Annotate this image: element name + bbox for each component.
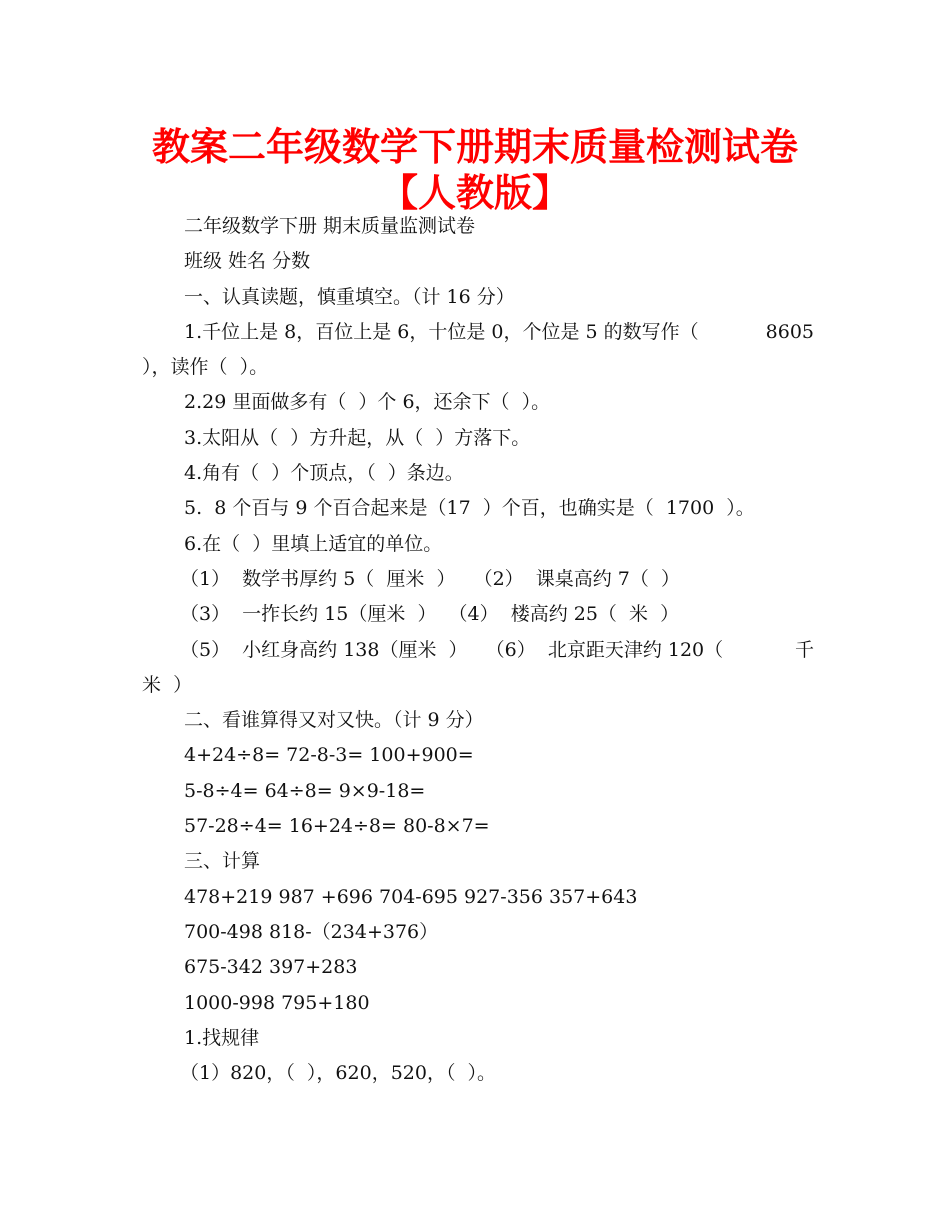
- document-title-line1: 教案二年级数学下册期末质量检测试卷: [151, 125, 798, 169]
- document-body: [142, 209, 814, 1091]
- question-6-row3: [142, 633, 814, 668]
- section2-heading: 二、看谁算得又对又快。（计 9 分）: [184, 709, 484, 732]
- section3-row4: 1000-998 795+180: [184, 991, 370, 1014]
- question-6-row3-cont: 米 ）: [142, 673, 193, 696]
- question-6-row2: （3） 一拃长约 15（厘米 ） （4） 楼高约 25（ 米 ）: [180, 603, 680, 626]
- question-4: 4.角有（ ）个顶点，（ ）条边。: [184, 462, 464, 485]
- section1-heading: 一、认真读题，慎重填空。（计 16 分）: [184, 285, 515, 308]
- section3-heading: 三、计算: [184, 850, 261, 873]
- question-6-row3-text: （5） 小红身高约 138（厘米 ） （6） 北京距天津约 120（: [180, 638, 724, 661]
- question-2: 2.29 里面做多有（ ）个 6，还余下（ ）。: [184, 391, 551, 414]
- question-6-row1: （1） 数学书厚约 5（ 厘米 ） （2） 课桌高约 7（ ）: [180, 567, 680, 590]
- section2-row3: 57-28÷4= 16+24÷8= 80-8×7=: [184, 815, 490, 838]
- pattern-heading: 1.找规律: [184, 1026, 260, 1049]
- question-6-row3-unit: 千: [794, 638, 814, 661]
- section2-row1: 4+24÷8= 72-8-3= 100+900=: [184, 744, 474, 767]
- section3-row2: 700-498 818-（234+376）: [184, 920, 439, 943]
- info-line: 班级 姓名 分数: [184, 250, 311, 273]
- question-3: 3.太阳从（ ）方升起，从（ ）方落下。: [184, 426, 531, 449]
- document-title-line2: 【人教版】: [379, 171, 570, 215]
- section2-row2: 5-8÷4= 64÷8= 9×9-18=: [184, 779, 426, 802]
- question-1-text: 1.千位上是 8，百位上是 6，十位是 0，个位是 5 的数写作（: [184, 320, 699, 343]
- pattern-row1: （1）820，（ ），620，520，（ ）。: [180, 1062, 497, 1085]
- question-1-line1: [142, 315, 814, 350]
- question-6: 6.在（ ）里填上适宜的单位。: [184, 532, 443, 555]
- question-5: 5. 8 个百与 9 个百合起来是（17 ）个百，也确实是（ 1700 ）。: [184, 497, 755, 520]
- section3-row3: 675-342 397+283: [184, 956, 358, 979]
- section3-row1: 478+219 987 +696 704-695 927-356 357+643: [184, 885, 638, 908]
- question-1-answer: 8605: [765, 320, 814, 343]
- subtitle: 二年级数学下册 期末质量监测试卷: [184, 215, 476, 237]
- question-1-line2: ），读作（ ）。: [142, 356, 269, 379]
